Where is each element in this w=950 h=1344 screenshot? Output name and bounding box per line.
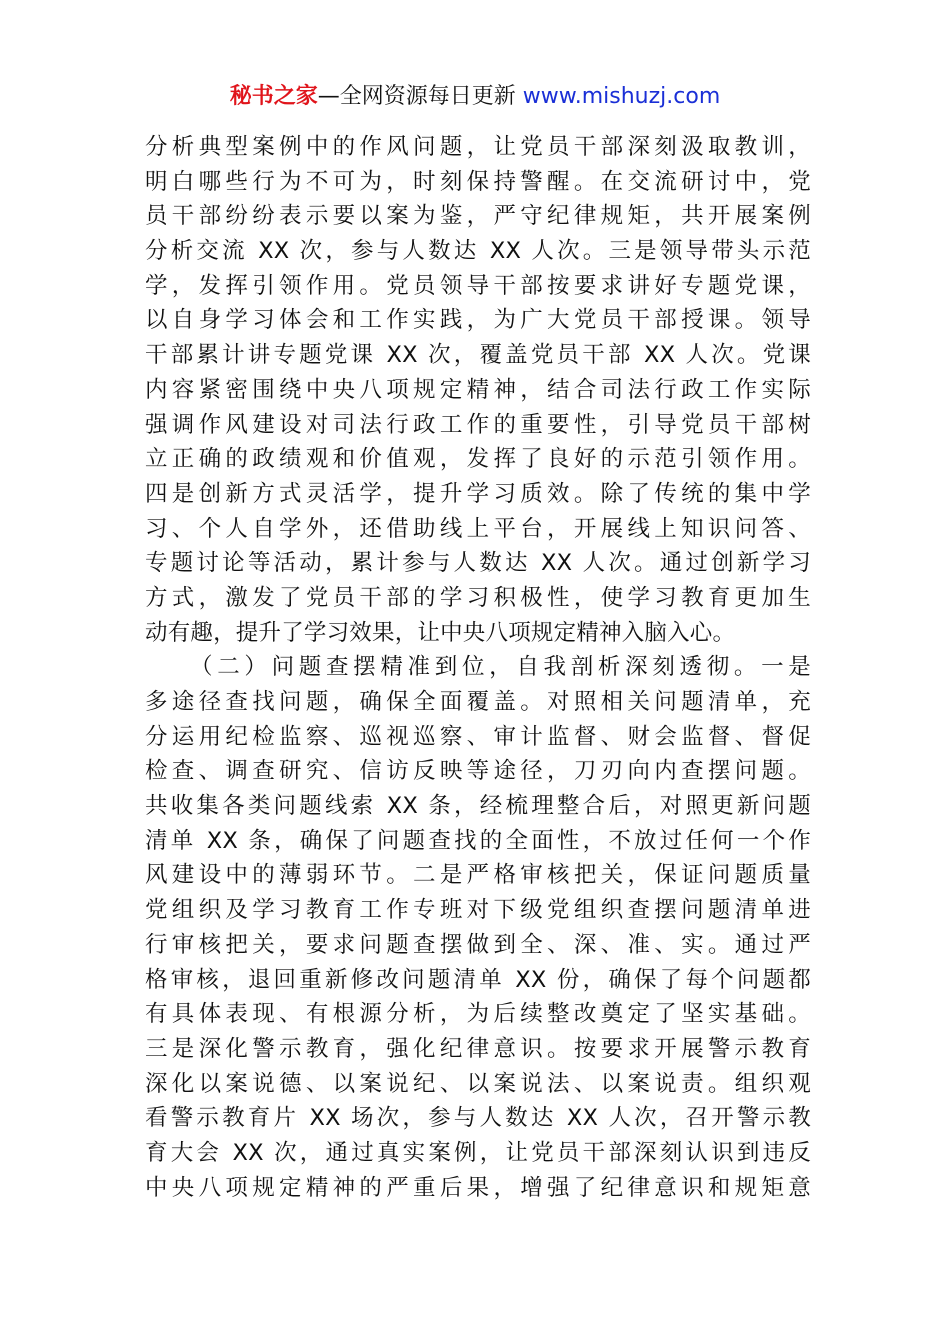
text-line: 分运用纪检监察、巡视巡察、审计监督、财会监督、督促 — [145, 723, 811, 750]
site-header — [0, 80, 950, 114]
text-line: 分析典型案例中的作风问题，让党员干部深刻汲取教训， — [145, 134, 811, 160]
text-line: 行审核把关，要求问题查摆做到全、深、准、实。通过严 — [145, 931, 811, 958]
text-line: 内容紧密围绕中央八项规定精神，结合司法行政工作实际 — [145, 376, 811, 403]
header-tagline: —全网资源每日更新 — [317, 84, 516, 109]
text-line: 清单 XX 条，确保了问题查找的全面性，不放过任何一个作 — [145, 827, 811, 854]
text-line: 方式，激发了党员干部的学习积极性，使学习教育更加生 — [145, 584, 811, 611]
text-line: 看警示教育片 XX 场次，参与人数达 XX 人次，召开警示教 — [145, 1105, 811, 1132]
site-url-link[interactable]: www.mishuzj.com — [522, 84, 721, 109]
text-line: 多途径查找问题，确保全面覆盖。对照相关问题清单，充 — [145, 689, 811, 715]
text-line: 风建设中的薄弱环节。二是严格审核把关，保证问题质量 — [145, 862, 811, 889]
text-line: 中央八项规定精神的严重后果，增强了纪律意识和规矩意 — [145, 1174, 811, 1201]
text-line: 干部累计讲专题党课 XX 次，覆盖党员干部 XX 人次。党课 — [145, 342, 811, 369]
text-line: 动有趣，提升了学习效果，让中央八项规定精神入脑入心。 — [145, 619, 736, 646]
document-body — [145, 130, 811, 1205]
text-line: 育大会 XX 次，通过真实案例，让党员干部深刻认识到违反 — [145, 1139, 811, 1166]
text-line: 明白哪些行为不可为，时刻保持警醒。在交流研讨中，党 — [145, 168, 811, 195]
text-line: 立正确的政绩观和价值观，发挥了良好的示范引领作用。 — [145, 446, 811, 473]
text-line: 检查、调查研究、信访反映等途径，刀刃向内查摆问题。 — [145, 758, 811, 785]
text-line: 专题讨论等活动，累计参与人数达 XX 人次。通过创新学习 — [145, 550, 811, 577]
text-line: 学，发挥引领作用。党员领导干部按要求讲好专题党课， — [145, 272, 811, 299]
text-line: 有具体表现、有根源分析，为后续整改奠定了坚实基础。 — [145, 1001, 811, 1028]
text-line: 四是创新方式灵活学，提升学习质效。除了传统的集中学 — [145, 480, 811, 507]
text-line: 以自身学习体会和工作实践，为广大党员干部授课。领导 — [145, 307, 811, 334]
brand-name: 秘书之家 — [229, 84, 318, 109]
text-line: 习、个人自学外，还借助线上平台，开展线上知识问答、 — [145, 515, 811, 542]
section-heading-line: （二）问题查摆精准到位，自我剖析深刻透彻。一是 — [190, 654, 811, 681]
text-line: 格审核，退回重新修改问题清单 XX 份，确保了每个问题都 — [145, 966, 811, 993]
text-line: 共收集各类问题线索 XX 条，经梳理整合后，对照更新问题 — [145, 793, 811, 820]
text-line: 员干部纷纷表示要以案为鉴，严守纪律规矩，共开展案例 — [145, 203, 811, 230]
text-line: 强调作风建设对司法行政工作的重要性，引导党员干部树 — [145, 411, 811, 438]
text-line: 分析交流 XX 次，参与人数达 XX 人次。三是领导带头示范 — [145, 238, 811, 265]
text-line: 党组织及学习教育工作专班对下级党组织查摆问题清单进 — [145, 897, 811, 924]
text-line: 深化以案说德、以案说纪、以案说法、以案说责。组织观 — [145, 1070, 811, 1097]
text-line: 三是深化警示教育，强化纪律意识。按要求开展警示教育 — [145, 1035, 811, 1062]
